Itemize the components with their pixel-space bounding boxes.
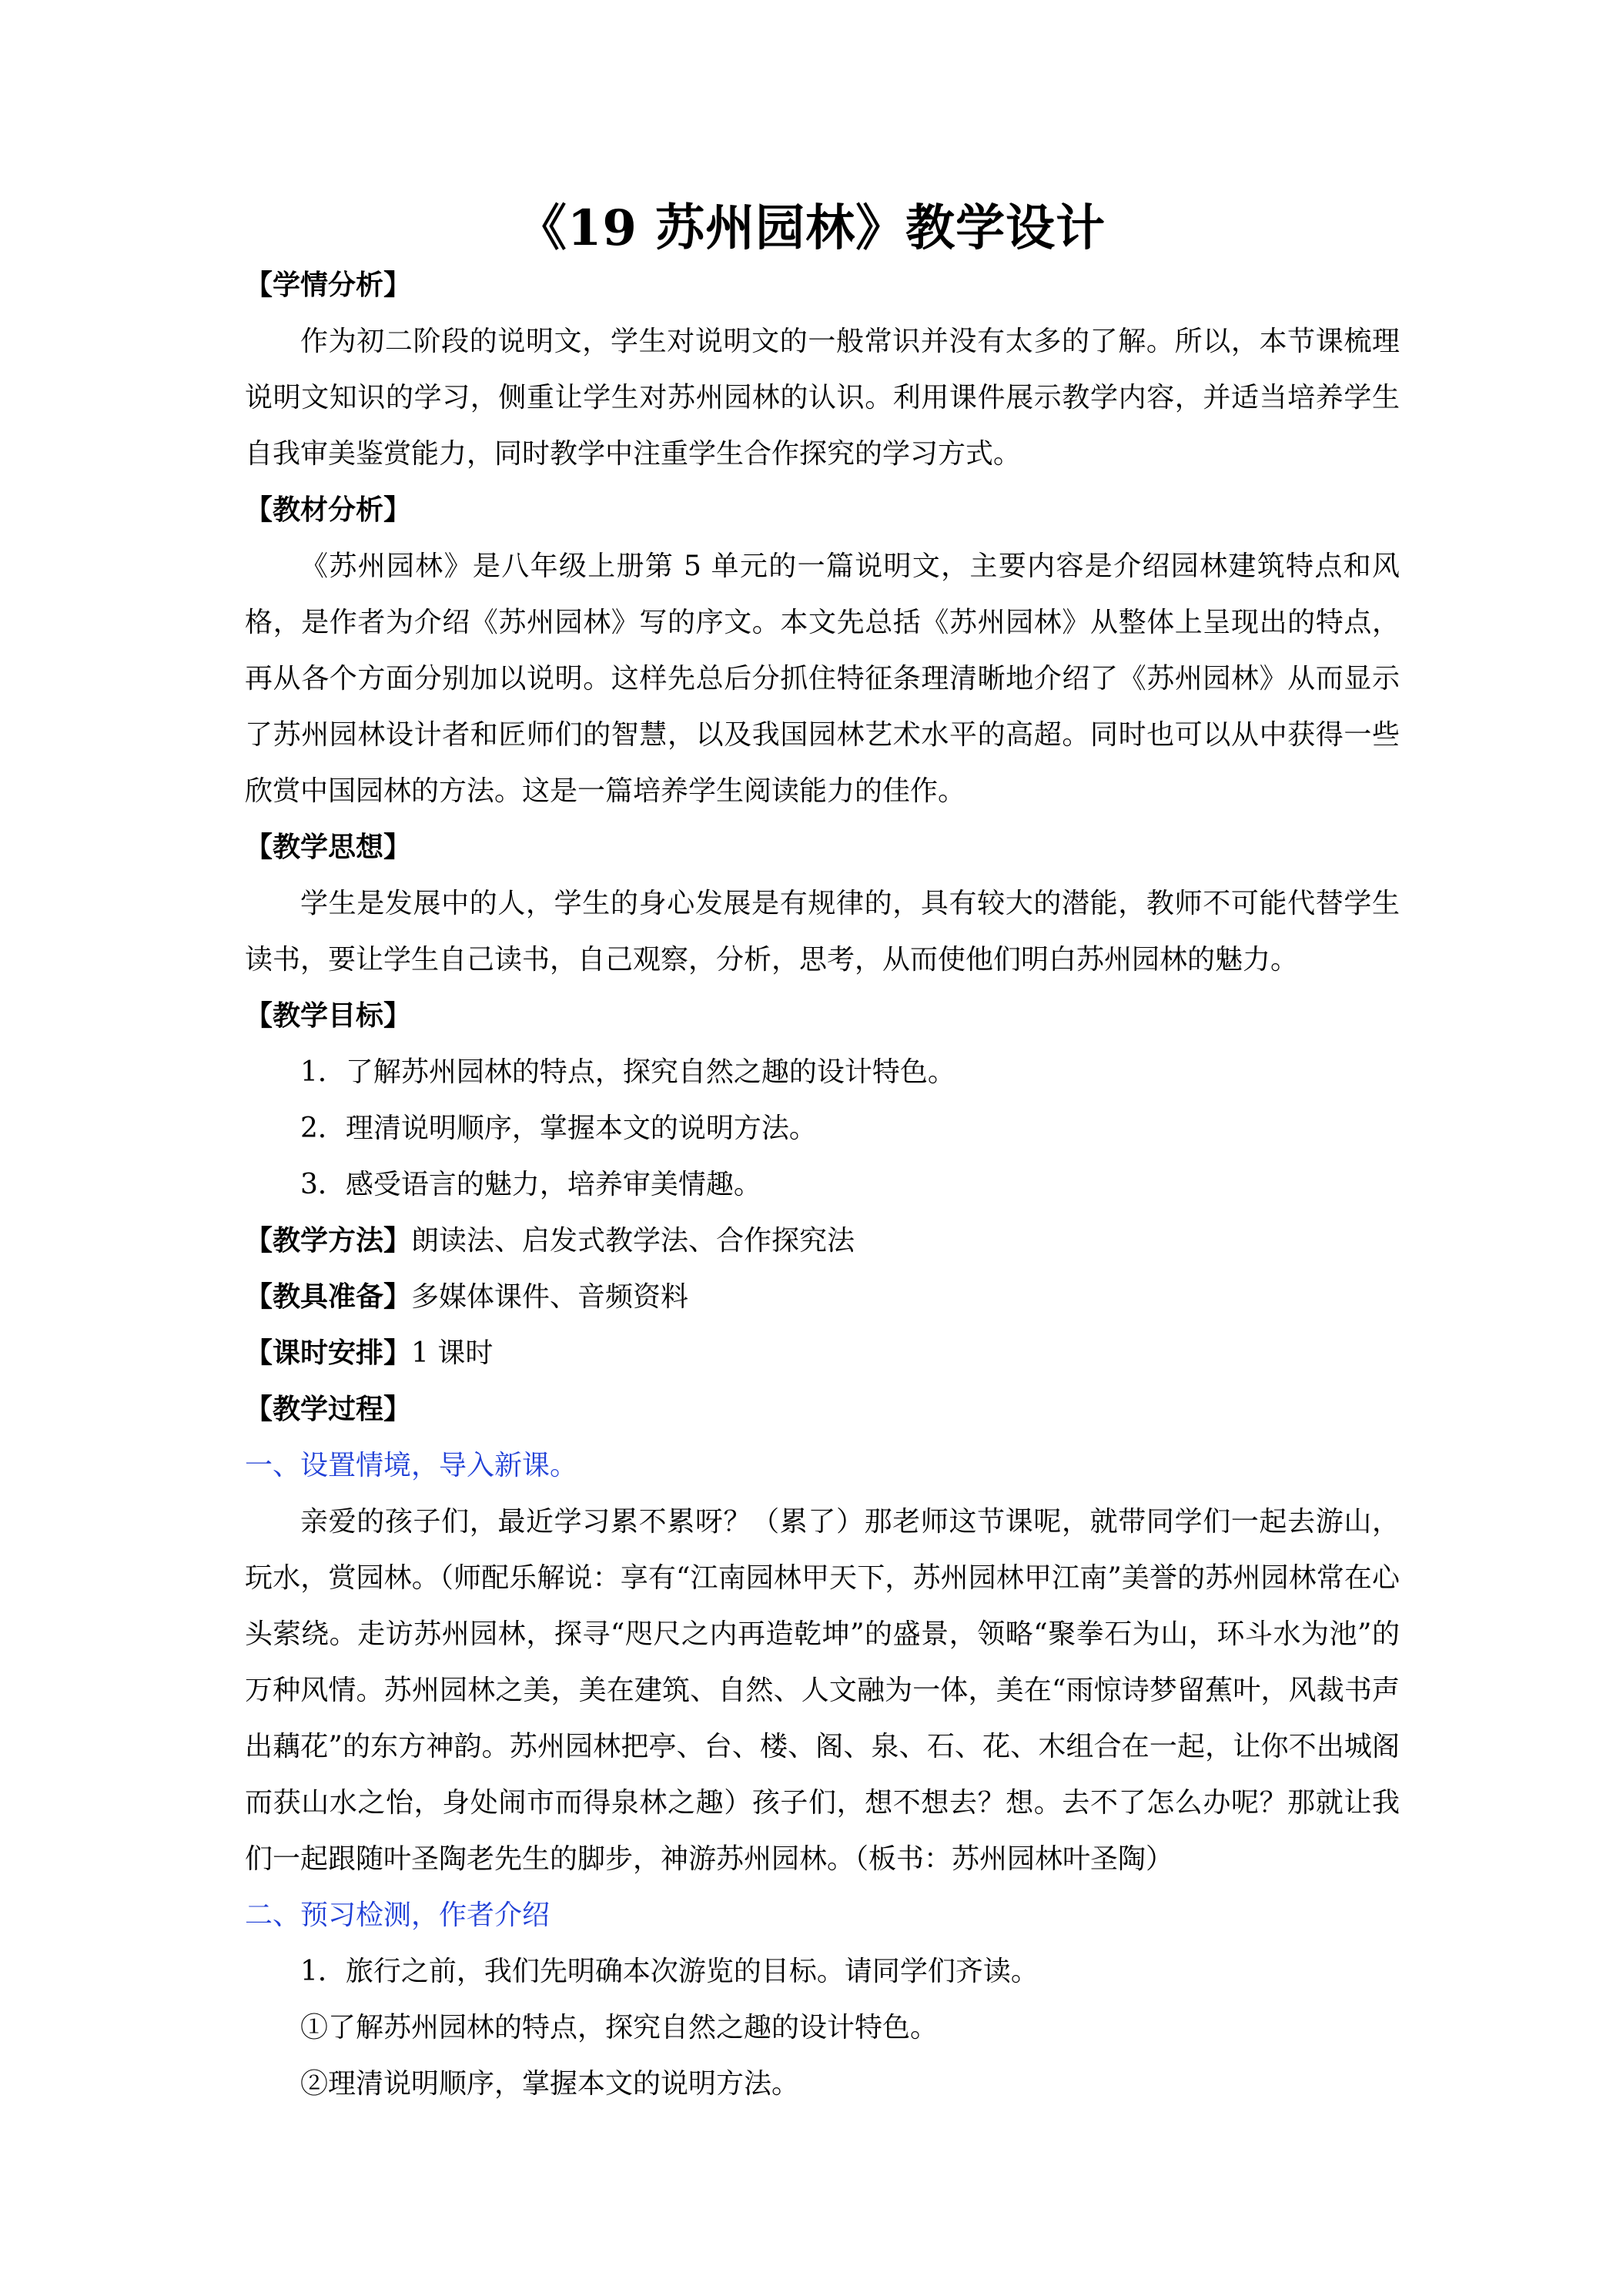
- document-body: [245, 257, 1400, 2112]
- row-keshi: [245, 1325, 1400, 1381]
- value-fangfa: 朗读法、启发式教学法、合作探究法: [411, 1225, 855, 1257]
- label-jiaoju: 【教具准备】: [245, 1281, 412, 1313]
- goal-item: 2．理清说明顺序，掌握本文的说明方法。: [300, 1113, 817, 1144]
- value-keshi: 1 课时: [411, 1337, 494, 1369]
- paragraph-xueqing: 作为初二阶段的说明文，学生对说明文的一般常识并没有太多的了解。所以，本节课梳理说明文知识的学习，侧重让学生对苏州园林的认识。利用课件展示教学内容，并适当培养学生自我审美鉴赏能力，同时教学中注重学生合作探究的学习方式。: [245, 326, 1400, 470]
- paragraph-section-1: 亲爱的孩子们，最近学习累不累呀？（累了）那老师这节课呢，就带同学们一起去游山，玩水，赏园林。（师配乐解说：享有“江南园林甲天下，苏州园林甲江南”美誉的苏州园林常在心头萦绕。走访苏州园林，探寻“咫尺之内再造乾坤”的盛景，领略“聚拳石为山，环斗水为池”的万种风情。苏州园林之美，美在建筑、自然、人文融为一体，美在“雨惊诗梦留蕉叶，风裁书声出藕花”的东方神韵。苏州园林把亭、台、楼、阁、泉、石、花、木组合在一起，让你不出城阁而获山水之怡，身处闹市而得泉林之趣）孩子们，想不想去？想。去不了怎么办呢？那就让我们一起跟随叶圣陶老先生的脚步，神游苏州园林。（板书：苏州园林叶圣陶）: [245, 1506, 1400, 1875]
- label-keshi: 【课时安排】: [245, 1337, 412, 1369]
- heading-jiaocai: 【教材分析】: [245, 494, 412, 526]
- goal-item: 1．了解苏州园林的特点，探究自然之趣的设计特色。: [300, 1056, 955, 1088]
- paragraph-jiaocai: 《苏州园林》是八年级上册第 5 单元的一篇说明文，主要内容是介绍园林建筑特点和风格，是作者为介绍《苏州园林》写的序文。本文先总括《苏州园林》从整体上呈现出的特点，再从各个方面分别加以说明。这样先总后分抓住特征条理清晰地介绍了《苏州园林》从而显示了苏州园林设计者和匠师们的智慧，以及我国园林艺术水平的高超。同时也可以从中获得一些欣赏中国园林的方法。这是一篇培养学生阅读能力的佳作。: [245, 551, 1400, 807]
- step-item: 1．旅行之前，我们先明确本次游览的目标。请同学们齐读。: [300, 1956, 1039, 1987]
- section-title-1: 一、设置情境，导入新课。: [245, 1450, 578, 1481]
- section-title-2: 二、预习检测，作者介绍: [245, 1899, 550, 1931]
- heading-mubiao: 【教学目标】: [245, 1000, 412, 1032]
- heading-sixiang: 【教学思想】: [245, 832, 412, 863]
- heading-guocheng: 【教学过程】: [245, 1394, 412, 1425]
- step-item: ②理清说明顺序，掌握本文的说明方法。: [300, 2068, 800, 2100]
- row-fangfa: [245, 1213, 1400, 1269]
- heading-xueqing: 【学情分析】: [245, 269, 412, 301]
- step-item: ①了解苏州园林的特点，探究自然之趣的设计特色。: [300, 2012, 939, 2043]
- label-fangfa: 【教学方法】: [245, 1225, 412, 1257]
- value-jiaoju: 多媒体课件、音频资料: [411, 1281, 689, 1313]
- goal-item: 3．感受语言的魅力，培养审美情趣。: [300, 1169, 761, 1200]
- row-jiaoju: [245, 1269, 1400, 1325]
- paragraph-sixiang: 学生是发展中的人，学生的身心发展是有规律的，具有较大的潜能，教师不可能代替学生读书，要让学生自己读书，自己观察，分析，思考，从而使他们明白苏州园林的魅力。: [245, 888, 1400, 976]
- document-title: 《19 苏州园林》教学设计: [517, 199, 1106, 257]
